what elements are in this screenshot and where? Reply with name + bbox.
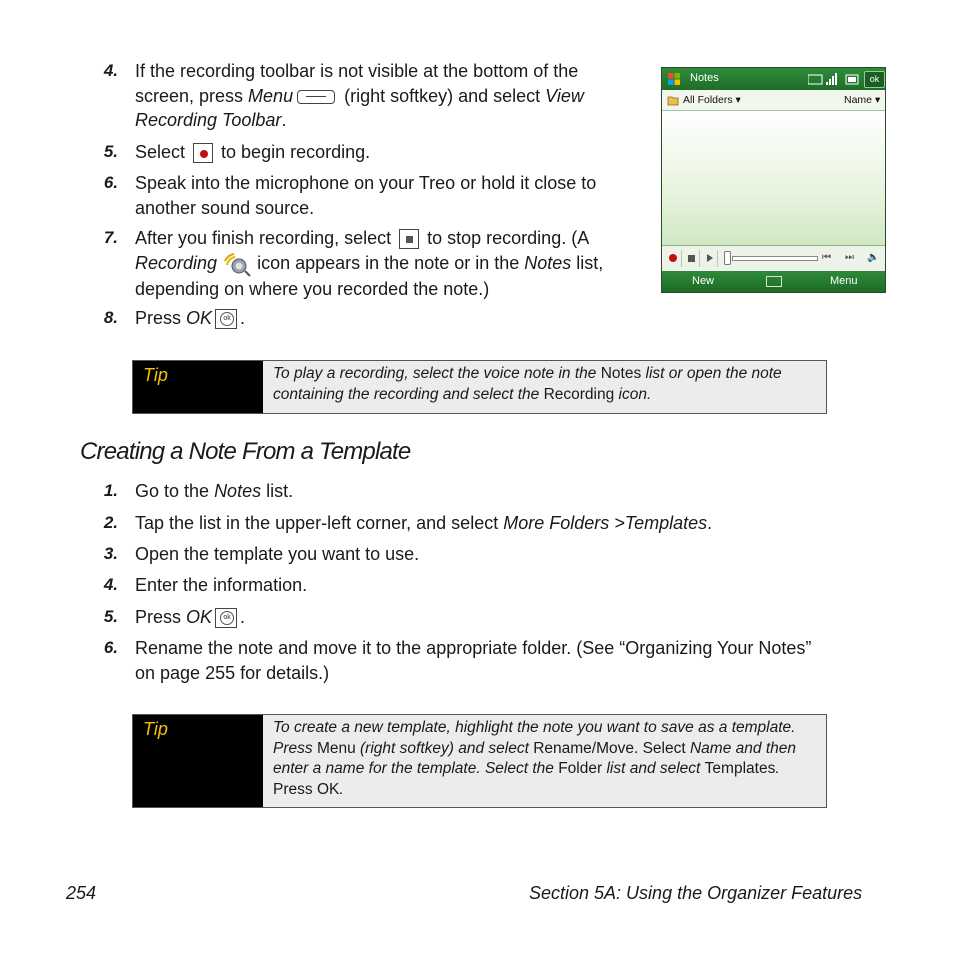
stop-button[interactable] xyxy=(683,250,700,267)
phone-title: Notes xyxy=(690,72,719,84)
position-slider[interactable] xyxy=(724,251,816,265)
step-number: 8. xyxy=(103,308,118,327)
stop-button-icon xyxy=(399,229,419,249)
step-number: 4. xyxy=(103,61,118,80)
play-button[interactable] xyxy=(701,250,718,267)
step-number: 5. xyxy=(103,607,118,626)
step-number: 4. xyxy=(103,575,118,594)
softkey-menu[interactable]: Menu xyxy=(830,275,858,287)
status-icons xyxy=(808,73,862,86)
ok-badge[interactable]: ok xyxy=(864,71,885,88)
chevron-down-icon: ▾ xyxy=(874,94,881,106)
step-text: Rename the note and move it to the appropriate folder. (See “Organizing Your Notes” on page 255 for details.) xyxy=(135,638,812,683)
page-number: 254 xyxy=(66,883,97,903)
notes-screenshot xyxy=(661,67,886,293)
step-text: Press OKok . xyxy=(135,306,435,331)
step-number: 3. xyxy=(103,544,118,563)
tip-box xyxy=(132,360,827,414)
section-heading: Creating a Note From a Template xyxy=(80,438,411,465)
ok-key-icon xyxy=(215,608,237,628)
step-text: Go to the Notes list. xyxy=(135,481,294,501)
record-button-icon xyxy=(193,143,213,163)
tip-label: Tip xyxy=(133,361,263,413)
phone-folder-bar xyxy=(662,90,885,111)
step-number: 1. xyxy=(103,481,118,500)
tip-text: To play a recording, select the voice note in the Notes list or open the note containing the recording and select the Recording icon. xyxy=(273,365,782,403)
step-text: Enter the information. xyxy=(135,575,308,595)
step-number: 2. xyxy=(103,513,118,532)
step-text: Select to begin recording. xyxy=(135,142,371,162)
windows-start-icon xyxy=(667,72,681,86)
notes-list-area xyxy=(662,111,885,245)
step-text: Speak into the microphone on your Treo or hold it close to another sound source. xyxy=(135,173,597,218)
softkey-new[interactable]: New xyxy=(692,275,715,287)
recording-icon xyxy=(222,251,252,277)
phone-softkey-bar xyxy=(662,271,885,293)
step-number: 6. xyxy=(103,173,118,192)
tip-text: To create a new template, highlight the note you want to save as a template. Press Menu (right softkey) and select Rename/Move. Select Name and then enter a name for the template. Select the Folder list and select Templates. Press OK. xyxy=(273,719,796,798)
tip-box xyxy=(132,714,827,808)
step-text: Tap the list in the upper-left corner, and select More Folders >Templates. xyxy=(135,513,713,533)
chevron-down-icon: ▾ xyxy=(735,94,741,106)
ok-key-icon xyxy=(215,309,237,329)
folder-dropdown[interactable]: All Folders ▾ xyxy=(683,94,741,106)
tip-label: Tip xyxy=(133,715,263,807)
volume-icon[interactable]: 🔈 xyxy=(867,252,880,263)
step-number: 6. xyxy=(103,638,118,657)
step-text: After you finish recording, select to stop recording. (A Recording icon appears in the note or in the Notes list, depending on where you recorded the note.) xyxy=(135,228,604,299)
folder-icon xyxy=(667,94,679,106)
step-text: Open the template you want to use. xyxy=(135,544,420,564)
recording-toolbar xyxy=(662,245,885,272)
fast-forward-button[interactable]: ⏭ xyxy=(845,252,854,263)
keyboard-icon[interactable] xyxy=(766,276,782,287)
rewind-button[interactable]: ⏮ xyxy=(822,252,831,263)
sort-dropdown[interactable]: Name ▾ xyxy=(844,94,881,106)
step-text: If the recording toolbar is not visible at the bottom of the screen, press Menu (right softkey) and select View Recording Toolbar. xyxy=(135,61,584,130)
record-button[interactable] xyxy=(665,250,682,267)
menu-softkey-icon xyxy=(297,90,335,104)
step-number: 5. xyxy=(103,142,118,161)
section-footer: Section 5A: Using the Organizer Features xyxy=(529,883,863,903)
step-number: 7. xyxy=(103,228,118,247)
phone-title-bar xyxy=(662,68,885,90)
step-text: Press OKok . xyxy=(135,605,435,630)
